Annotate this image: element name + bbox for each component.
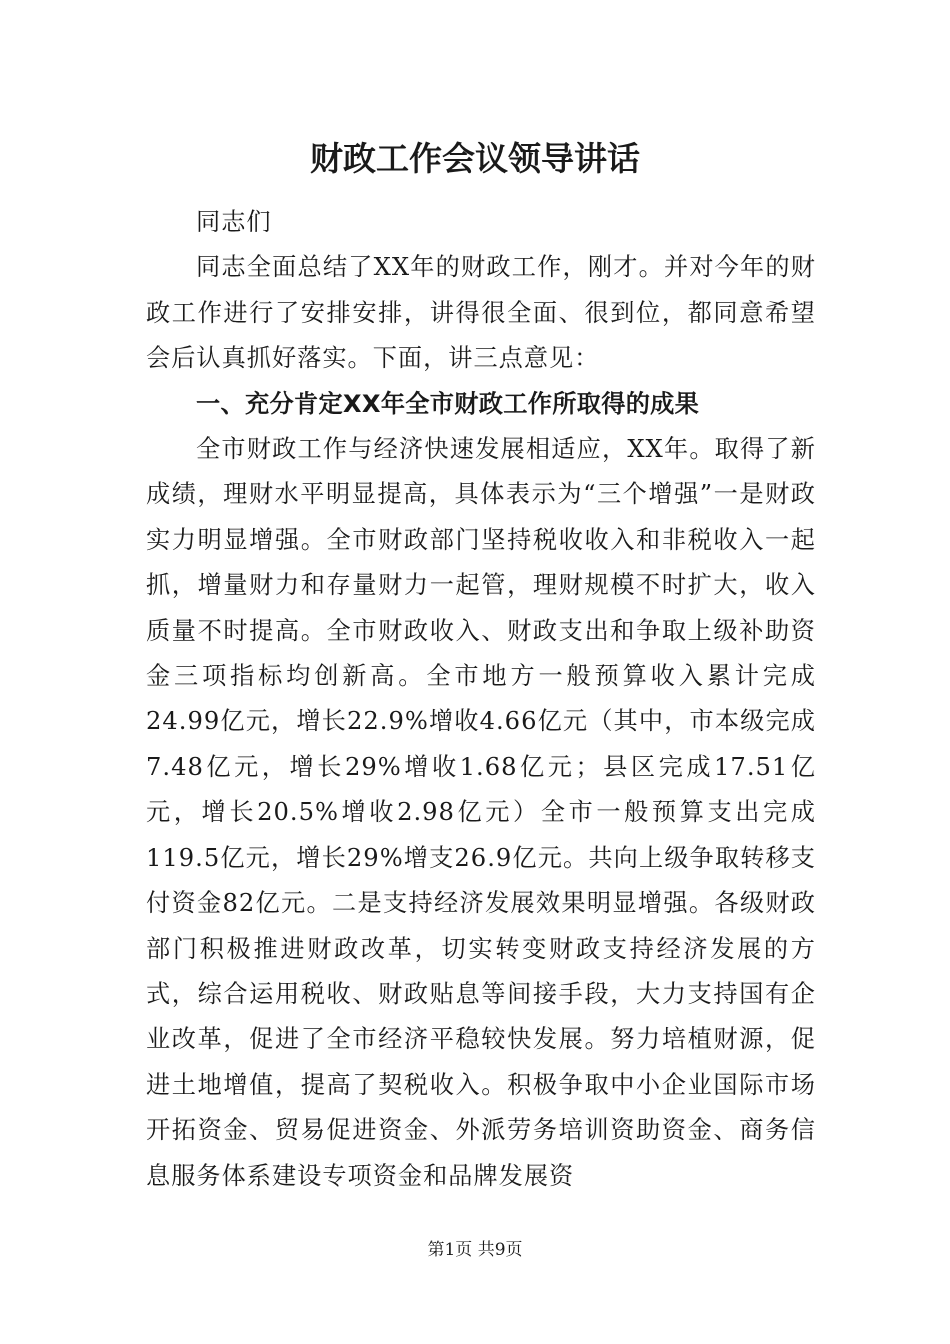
document-body xyxy=(146,200,816,1199)
document-title: 财政工作会议领导讲话 xyxy=(310,139,640,178)
section-heading: 一、充分肯定XX年全市财政工作所取得的成果 xyxy=(196,389,700,418)
salutation-paragraph: 同志们 xyxy=(196,208,272,236)
body-paragraph: 全市财政工作与经济快速发展相适应，XX年。取得了新成绩，理财水平明显提高，具体表示为“三个增强”一是财政实力明显增强。全市财政部门坚持税收收入和非税收入一起抓，增量财力和存量财力一起管，理财规模不时扩大，收入质量不时提高。全市财政收入、财政支出和争取上级补助资金三项指标均创新高。全市地方一般预算收入累计完成24.99亿元，增长22.9%增收4.66亿元（其中，市本级完成7.48亿元，增长29%增收1.68亿元；县区完成17.51亿元，增长20.5%增收2.98亿元）全市一般预算支出完成119.5亿元，增长29%增支26.9亿元。共向上级争取转移支付资金82亿元。二是支持经济发展效果明显增强。各级财政部门积极推进财政改革，切实转变财政支持经济发展的方式，综合运用税收、财政贴息等间接手段，大力支持国有企业改革，促进了全市经济平稳较快发展。努力培植财源，促进土地增值，提高了契税收入。积极争取中小企业国际市场开拓资金、贸易促进资金、外派劳务培训资助资金、商务信息服务体系建设专项资金和品牌发展资 xyxy=(146,435,816,1190)
page-number-footer: 第1页 共9页 xyxy=(427,1240,523,1260)
intro-paragraph: 同志全面总结了XX年的财政工作，刚才。并对今年的财政工作进行了安排安排，讲得很全面、很到位，都同意希望会后认真抓好落实。下面，讲三点意见： xyxy=(146,253,816,373)
